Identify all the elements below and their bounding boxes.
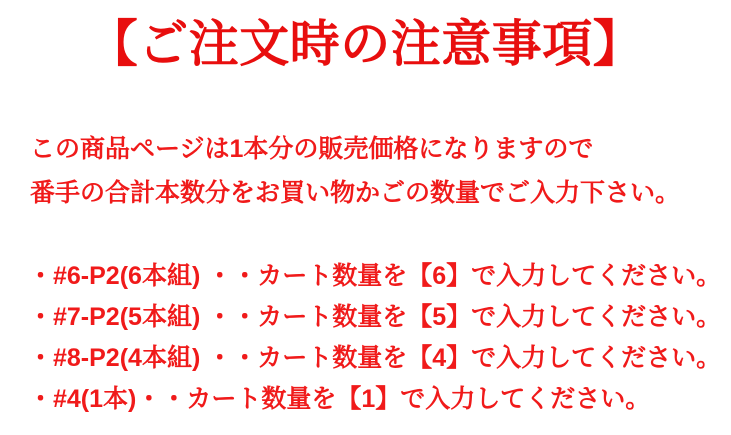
quantity-instruction-list	[28, 256, 731, 420]
instruction-item-4: ・#4(1本)・・カート数量を【1】で入力してください。	[28, 385, 651, 413]
instruction-item-7-p2: ・#7-P2(5本組) ・・カート数量を【5】で入力してください。	[28, 303, 722, 331]
instruction-item-8-p2: ・#8-P2(4本組) ・・カート数量を【4】で入力してください。	[28, 344, 722, 372]
intro-paragraph	[30, 127, 731, 215]
intro-line-1: この商品ページは1本分の販売価格になりますので	[30, 135, 594, 163]
instruction-item-6-p2: ・#6-P2(6本組) ・・カート数量を【6】で入力してください。	[28, 262, 722, 290]
intro-line-2: 番手の合計本数分をお買い物かごの数量でご入力下さい。	[30, 179, 681, 207]
notice-title: 【ご注文時の注意事項】	[87, 16, 644, 72]
